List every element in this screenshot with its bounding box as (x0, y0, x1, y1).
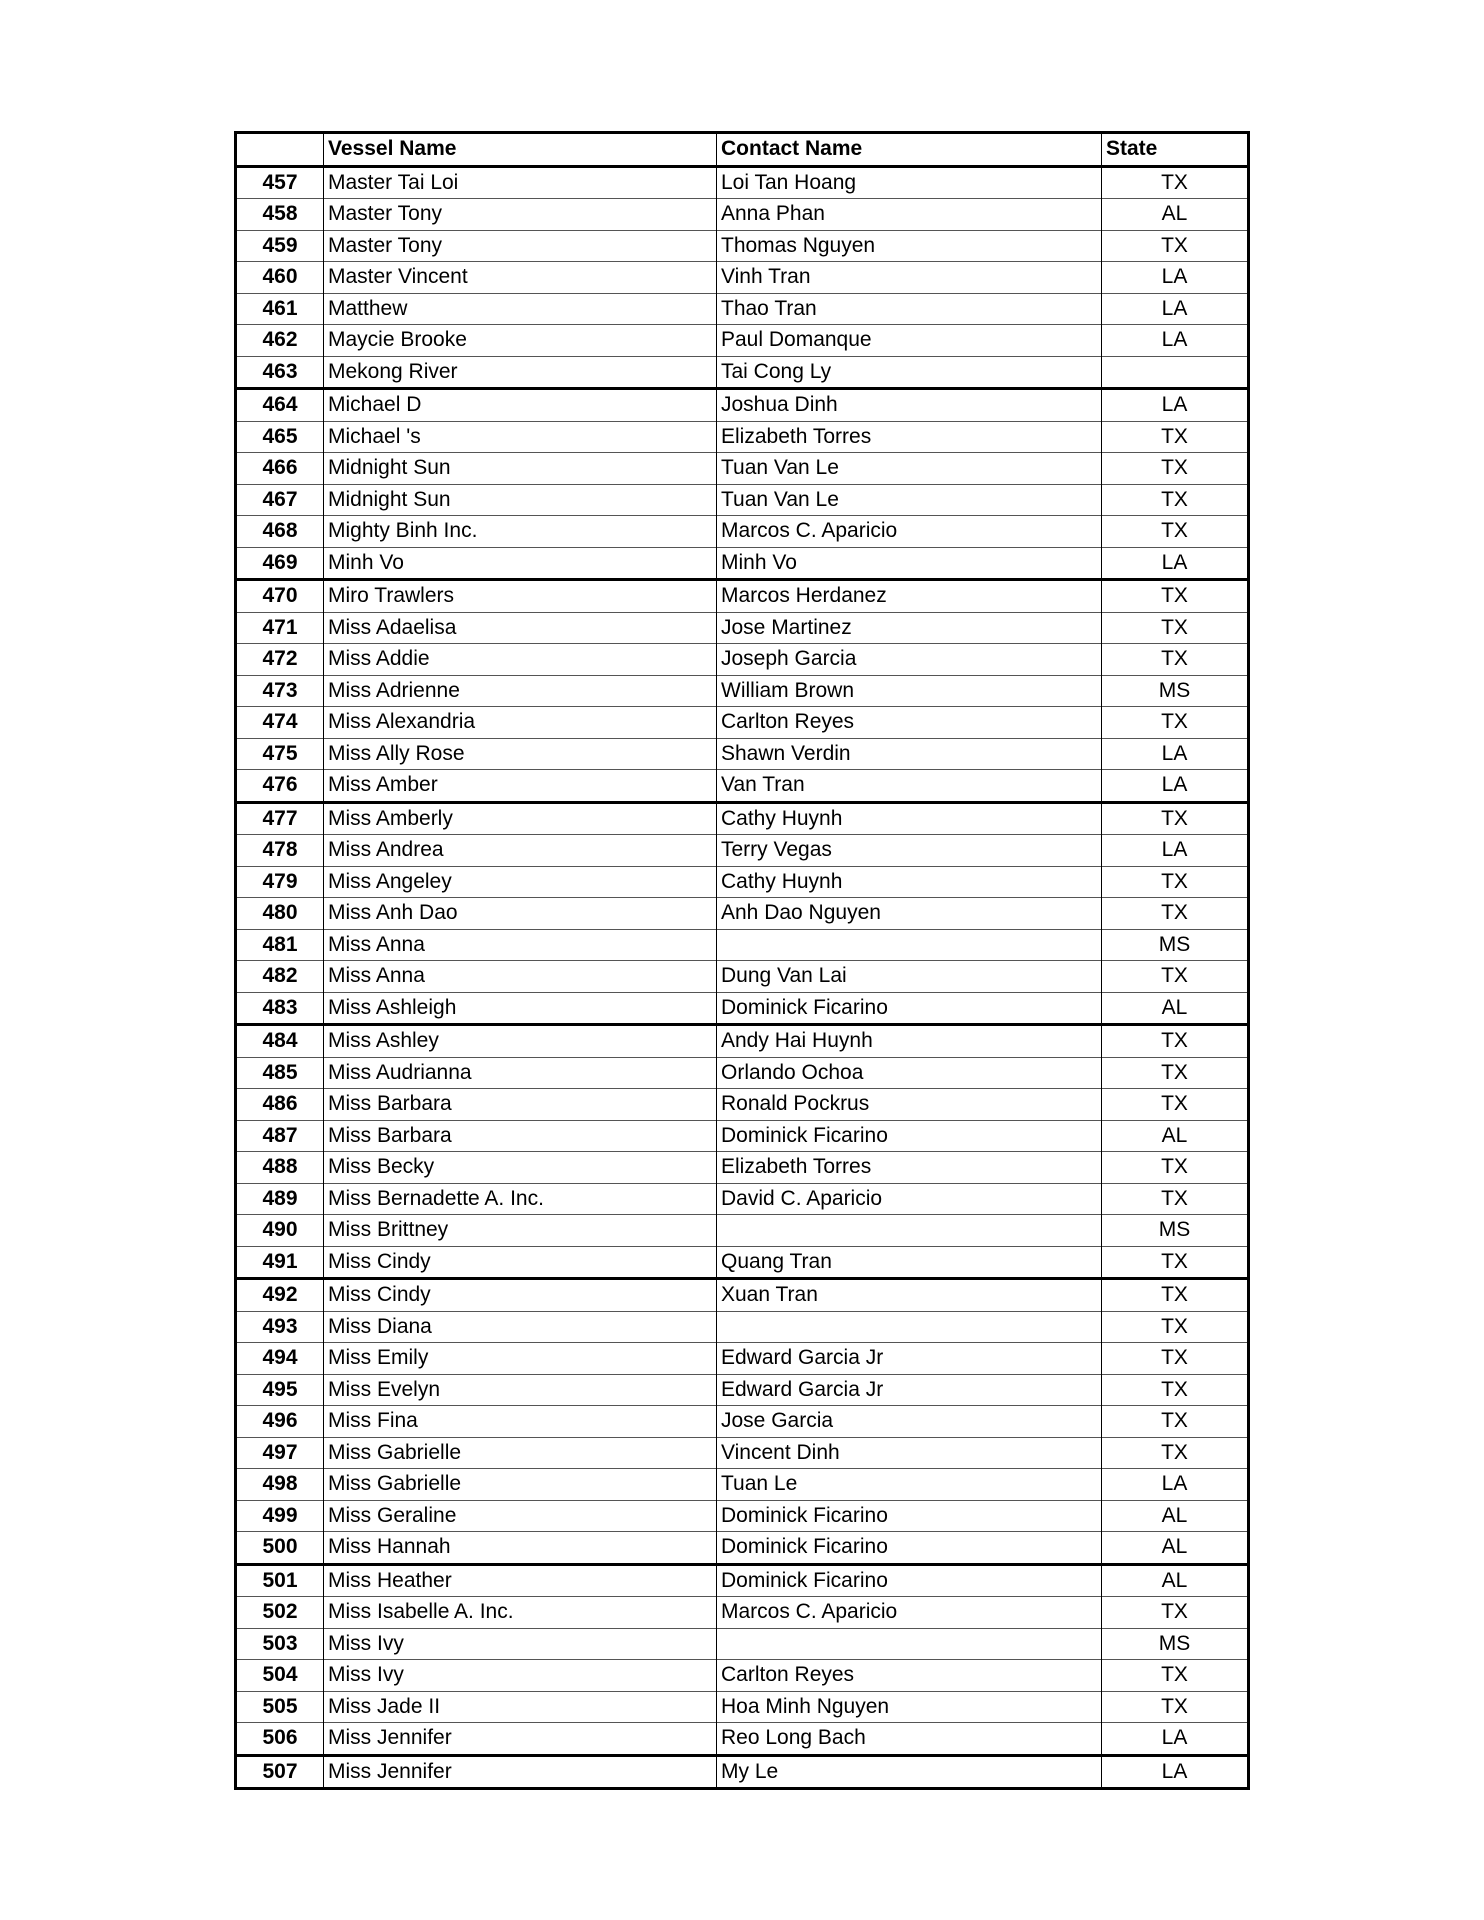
table-row (236, 898, 1249, 930)
row-number: 478 (236, 835, 324, 867)
table-row (236, 929, 1249, 961)
state-cell: TX (1102, 1406, 1249, 1438)
row-number: 462 (236, 325, 324, 357)
vessel-name-cell: Michael 's (324, 421, 717, 453)
table-row (236, 1406, 1249, 1438)
table-row (236, 992, 1249, 1025)
vessel-name-column-header: Vessel Name (324, 133, 717, 167)
state-cell: TX (1102, 421, 1249, 453)
row-number: 494 (236, 1343, 324, 1375)
state-cell: TX (1102, 580, 1249, 613)
row-number: 487 (236, 1120, 324, 1152)
contact-name-column-header: Contact Name (717, 133, 1102, 167)
state-cell: TX (1102, 1057, 1249, 1089)
vessel-name-cell: Michael D (324, 389, 717, 422)
vessel-name-cell: Miss Gabrielle (324, 1437, 717, 1469)
table-row (236, 612, 1249, 644)
vessel-table (234, 131, 1250, 1790)
contact-name-cell: Terry Vegas (717, 835, 1102, 867)
contact-name-cell: Loi Tan Hoang (717, 166, 1102, 199)
row-number: 497 (236, 1437, 324, 1469)
contact-name-cell: Joseph Garcia (717, 644, 1102, 676)
row-number: 505 (236, 1691, 324, 1723)
table-row (236, 1279, 1249, 1312)
table-body (236, 166, 1249, 1789)
state-column-header: State (1102, 133, 1249, 167)
row-number: 458 (236, 199, 324, 231)
contact-name-cell: David C. Aparicio (717, 1183, 1102, 1215)
row-number: 492 (236, 1279, 324, 1312)
table-row (236, 484, 1249, 516)
row-number: 506 (236, 1723, 324, 1756)
contact-name-cell: Carlton Reyes (717, 1660, 1102, 1692)
table-row (236, 1755, 1249, 1789)
row-number: 503 (236, 1628, 324, 1660)
table-row (236, 580, 1249, 613)
contact-name-cell: Jose Martinez (717, 612, 1102, 644)
contact-name-cell: Orlando Ochoa (717, 1057, 1102, 1089)
state-cell: TX (1102, 1691, 1249, 1723)
state-cell: TX (1102, 961, 1249, 993)
table-row (236, 389, 1249, 422)
row-number: 502 (236, 1597, 324, 1629)
vessel-name-cell: Master Tai Loi (324, 166, 717, 199)
vessel-name-cell: Miss Alexandria (324, 707, 717, 739)
vessel-name-cell: Mekong River (324, 356, 717, 389)
vessel-name-cell: Miss Ivy (324, 1660, 717, 1692)
row-number: 472 (236, 644, 324, 676)
vessel-name-cell: Midnight Sun (324, 453, 717, 485)
table-row (236, 1311, 1249, 1343)
vessel-name-cell: Miss Ashley (324, 1025, 717, 1058)
vessel-name-cell: Miss Ashleigh (324, 992, 717, 1025)
vessel-name-cell: Miss Bernadette A. Inc. (324, 1183, 717, 1215)
state-cell: TX (1102, 1183, 1249, 1215)
state-cell: MS (1102, 1628, 1249, 1660)
contact-name-cell: Elizabeth Torres (717, 1152, 1102, 1184)
row-number: 468 (236, 516, 324, 548)
row-number: 483 (236, 992, 324, 1025)
vessel-name-cell: Miss Amberly (324, 802, 717, 835)
state-cell: LA (1102, 770, 1249, 803)
vessel-name-cell: Maycie Brooke (324, 325, 717, 357)
table-row (236, 644, 1249, 676)
table-row (236, 547, 1249, 580)
vessel-name-cell: Mighty Binh Inc. (324, 516, 717, 548)
table-row (236, 707, 1249, 739)
state-cell: TX (1102, 1246, 1249, 1279)
state-cell: AL (1102, 1532, 1249, 1565)
vessel-name-cell: Miss Geraline (324, 1500, 717, 1532)
state-cell: TX (1102, 1660, 1249, 1692)
contact-name-cell: Marcos C. Aparicio (717, 1597, 1102, 1629)
contact-name-cell: Shawn Verdin (717, 738, 1102, 770)
contact-name-cell: William Brown (717, 675, 1102, 707)
vessel-name-cell: Midnight Sun (324, 484, 717, 516)
state-cell: TX (1102, 1311, 1249, 1343)
table-row (236, 1215, 1249, 1247)
table-row (236, 293, 1249, 325)
contact-name-cell: My Le (717, 1755, 1102, 1789)
vessel-name-cell: Miss Barbara (324, 1089, 717, 1121)
table-row (236, 1152, 1249, 1184)
contact-name-cell: Reo Long Bach (717, 1723, 1102, 1756)
vessel-name-cell: Miss Anna (324, 929, 717, 961)
state-cell: LA (1102, 1723, 1249, 1756)
vessel-name-cell: Miss Hannah (324, 1532, 717, 1565)
table-row (236, 1628, 1249, 1660)
vessel-contact-sheet (234, 131, 1247, 1790)
state-cell: TX (1102, 453, 1249, 485)
state-cell: TX (1102, 1089, 1249, 1121)
contact-name-cell: Ronald Pockrus (717, 1089, 1102, 1121)
contact-name-cell: Edward Garcia Jr (717, 1343, 1102, 1375)
contact-name-cell: Tuan Le (717, 1469, 1102, 1501)
vessel-name-cell: Miss Barbara (324, 1120, 717, 1152)
vessel-name-cell: Miss Becky (324, 1152, 717, 1184)
vessel-name-cell: Miss Ivy (324, 1628, 717, 1660)
contact-name-cell: Elizabeth Torres (717, 421, 1102, 453)
state-cell: TX (1102, 866, 1249, 898)
contact-name-cell: Cathy Huynh (717, 866, 1102, 898)
state-cell: TX (1102, 1025, 1249, 1058)
row-number: 457 (236, 166, 324, 199)
contact-name-cell: Vincent Dinh (717, 1437, 1102, 1469)
row-number: 463 (236, 356, 324, 389)
contact-name-cell: Andy Hai Huynh (717, 1025, 1102, 1058)
table-row (236, 453, 1249, 485)
row-number: 459 (236, 230, 324, 262)
vessel-name-cell: Miss Cindy (324, 1246, 717, 1279)
number-column-header (236, 133, 324, 167)
row-number: 490 (236, 1215, 324, 1247)
vessel-name-cell: Miss Andrea (324, 835, 717, 867)
table-row (236, 1660, 1249, 1692)
row-number: 465 (236, 421, 324, 453)
contact-name-cell: Dominick Ficarino (717, 992, 1102, 1025)
state-cell: TX (1102, 1437, 1249, 1469)
vessel-name-cell: Miss Diana (324, 1311, 717, 1343)
contact-name-cell: Thomas Nguyen (717, 230, 1102, 262)
row-number: 475 (236, 738, 324, 770)
row-number: 507 (236, 1755, 324, 1789)
contact-name-cell: Quang Tran (717, 1246, 1102, 1279)
row-number: 484 (236, 1025, 324, 1058)
state-cell: TX (1102, 1279, 1249, 1312)
vessel-name-cell: Master Vincent (324, 262, 717, 294)
row-number: 470 (236, 580, 324, 613)
state-cell: MS (1102, 675, 1249, 707)
state-cell: LA (1102, 389, 1249, 422)
row-number: 498 (236, 1469, 324, 1501)
row-number: 493 (236, 1311, 324, 1343)
contact-name-cell: Dominick Ficarino (717, 1500, 1102, 1532)
vessel-name-cell: Miss Isabelle A. Inc. (324, 1597, 717, 1629)
vessel-name-cell: Miss Anh Dao (324, 898, 717, 930)
vessel-name-cell: Miss Angeley (324, 866, 717, 898)
table-row (236, 1597, 1249, 1629)
state-cell: LA (1102, 1469, 1249, 1501)
row-number: 481 (236, 929, 324, 961)
vessel-name-cell: Miss Anna (324, 961, 717, 993)
state-cell: TX (1102, 612, 1249, 644)
row-number: 485 (236, 1057, 324, 1089)
state-cell: TX (1102, 166, 1249, 199)
table-row (236, 1564, 1249, 1597)
vessel-name-cell: Miss Emily (324, 1343, 717, 1375)
state-cell: LA (1102, 1755, 1249, 1789)
contact-name-cell: Hoa Minh Nguyen (717, 1691, 1102, 1723)
table-row (236, 1532, 1249, 1565)
table-row (236, 421, 1249, 453)
contact-name-cell: Carlton Reyes (717, 707, 1102, 739)
table-header-row (236, 133, 1249, 167)
row-number: 460 (236, 262, 324, 294)
table-row (236, 199, 1249, 231)
vessel-name-cell: Miro Trawlers (324, 580, 717, 613)
row-number: 461 (236, 293, 324, 325)
state-cell: LA (1102, 835, 1249, 867)
contact-name-cell: Edward Garcia Jr (717, 1374, 1102, 1406)
state-cell: TX (1102, 484, 1249, 516)
table-row (236, 356, 1249, 389)
table-row (236, 802, 1249, 835)
vessel-name-cell: Miss Fina (324, 1406, 717, 1438)
table-row (236, 166, 1249, 199)
state-cell: MS (1102, 929, 1249, 961)
table-row (236, 1089, 1249, 1121)
vessel-name-cell: Miss Cindy (324, 1279, 717, 1312)
row-number: 496 (236, 1406, 324, 1438)
contact-name-cell: Thao Tran (717, 293, 1102, 325)
contact-name-cell: Tuan Van Le (717, 453, 1102, 485)
contact-name-cell: Dominick Ficarino (717, 1120, 1102, 1152)
contact-name-cell: Anna Phan (717, 199, 1102, 231)
table-row (236, 675, 1249, 707)
vessel-name-cell: Miss Jennifer (324, 1723, 717, 1756)
table-row (236, 1120, 1249, 1152)
vessel-name-cell: Miss Heather (324, 1564, 717, 1597)
row-number: 489 (236, 1183, 324, 1215)
row-number: 486 (236, 1089, 324, 1121)
contact-name-cell: Tai Cong Ly (717, 356, 1102, 389)
contact-name-cell: Dung Van Lai (717, 961, 1102, 993)
row-number: 477 (236, 802, 324, 835)
row-number: 471 (236, 612, 324, 644)
row-number: 491 (236, 1246, 324, 1279)
state-cell: LA (1102, 738, 1249, 770)
contact-name-cell: Jose Garcia (717, 1406, 1102, 1438)
table-row (236, 1343, 1249, 1375)
contact-name-cell: Marcos Herdanez (717, 580, 1102, 613)
state-cell: LA (1102, 547, 1249, 580)
contact-name-cell: Paul Domanque (717, 325, 1102, 357)
contact-name-cell: Anh Dao Nguyen (717, 898, 1102, 930)
table-row (236, 230, 1249, 262)
table-row (236, 516, 1249, 548)
state-cell: AL (1102, 1120, 1249, 1152)
state-cell: TX (1102, 1343, 1249, 1375)
vessel-name-cell: Matthew (324, 293, 717, 325)
row-number: 464 (236, 389, 324, 422)
state-cell: TX (1102, 802, 1249, 835)
state-cell: TX (1102, 644, 1249, 676)
table-row (236, 1183, 1249, 1215)
row-number: 480 (236, 898, 324, 930)
contact-name-cell: Dominick Ficarino (717, 1564, 1102, 1597)
table-row (236, 1437, 1249, 1469)
row-number: 482 (236, 961, 324, 993)
vessel-name-cell: Miss Gabrielle (324, 1469, 717, 1501)
row-number: 474 (236, 707, 324, 739)
table-row (236, 1374, 1249, 1406)
table-row (236, 770, 1249, 803)
vessel-name-cell: Miss Jennifer (324, 1755, 717, 1789)
row-number: 469 (236, 547, 324, 580)
state-cell: LA (1102, 325, 1249, 357)
contact-name-cell: Dominick Ficarino (717, 1532, 1102, 1565)
vessel-name-cell: Miss Ally Rose (324, 738, 717, 770)
contact-name-cell: Joshua Dinh (717, 389, 1102, 422)
vessel-name-cell: Miss Jade II (324, 1691, 717, 1723)
vessel-name-cell: Miss Amber (324, 770, 717, 803)
state-cell: TX (1102, 707, 1249, 739)
vessel-name-cell: Miss Audrianna (324, 1057, 717, 1089)
row-number: 500 (236, 1532, 324, 1565)
table-row (236, 1723, 1249, 1756)
state-cell: TX (1102, 898, 1249, 930)
table-row (236, 835, 1249, 867)
table-row (236, 961, 1249, 993)
table-row (236, 1057, 1249, 1089)
table-row (236, 1469, 1249, 1501)
contact-name-cell (717, 1628, 1102, 1660)
vessel-name-cell: Miss Brittney (324, 1215, 717, 1247)
table-row (236, 325, 1249, 357)
vessel-name-cell: Master Tony (324, 230, 717, 262)
row-number: 466 (236, 453, 324, 485)
table-row (236, 738, 1249, 770)
table-row (236, 1691, 1249, 1723)
row-number: 495 (236, 1374, 324, 1406)
row-number: 476 (236, 770, 324, 803)
state-cell: TX (1102, 1152, 1249, 1184)
contact-name-cell: Xuan Tran (717, 1279, 1102, 1312)
state-cell (1102, 356, 1249, 389)
row-number: 499 (236, 1500, 324, 1532)
contact-name-cell (717, 1215, 1102, 1247)
contact-name-cell: Cathy Huynh (717, 802, 1102, 835)
contact-name-cell: Vinh Tran (717, 262, 1102, 294)
state-cell: TX (1102, 1374, 1249, 1406)
contact-name-cell: Van Tran (717, 770, 1102, 803)
vessel-name-cell: Minh Vo (324, 547, 717, 580)
state-cell: AL (1102, 1500, 1249, 1532)
row-number: 467 (236, 484, 324, 516)
table-row (236, 866, 1249, 898)
state-cell: LA (1102, 262, 1249, 294)
state-cell: TX (1102, 230, 1249, 262)
vessel-name-cell: Miss Addie (324, 644, 717, 676)
vessel-name-cell: Miss Adrienne (324, 675, 717, 707)
state-cell: AL (1102, 1564, 1249, 1597)
table-row (236, 1500, 1249, 1532)
state-cell: TX (1102, 516, 1249, 548)
row-number: 488 (236, 1152, 324, 1184)
vessel-name-cell: Master Tony (324, 199, 717, 231)
contact-name-cell: Marcos C. Aparicio (717, 516, 1102, 548)
contact-name-cell (717, 1311, 1102, 1343)
contact-name-cell: Minh Vo (717, 547, 1102, 580)
table-row (236, 1246, 1249, 1279)
vessel-name-cell: Miss Adaelisa (324, 612, 717, 644)
vessel-name-cell: Miss Evelyn (324, 1374, 717, 1406)
table-row (236, 1025, 1249, 1058)
state-cell: TX (1102, 1597, 1249, 1629)
row-number: 479 (236, 866, 324, 898)
contact-name-cell: Tuan Van Le (717, 484, 1102, 516)
state-cell: AL (1102, 199, 1249, 231)
state-cell: AL (1102, 992, 1249, 1025)
state-cell: LA (1102, 293, 1249, 325)
row-number: 473 (236, 675, 324, 707)
contact-name-cell (717, 929, 1102, 961)
table-row (236, 262, 1249, 294)
row-number: 504 (236, 1660, 324, 1692)
state-cell: MS (1102, 1215, 1249, 1247)
row-number: 501 (236, 1564, 324, 1597)
